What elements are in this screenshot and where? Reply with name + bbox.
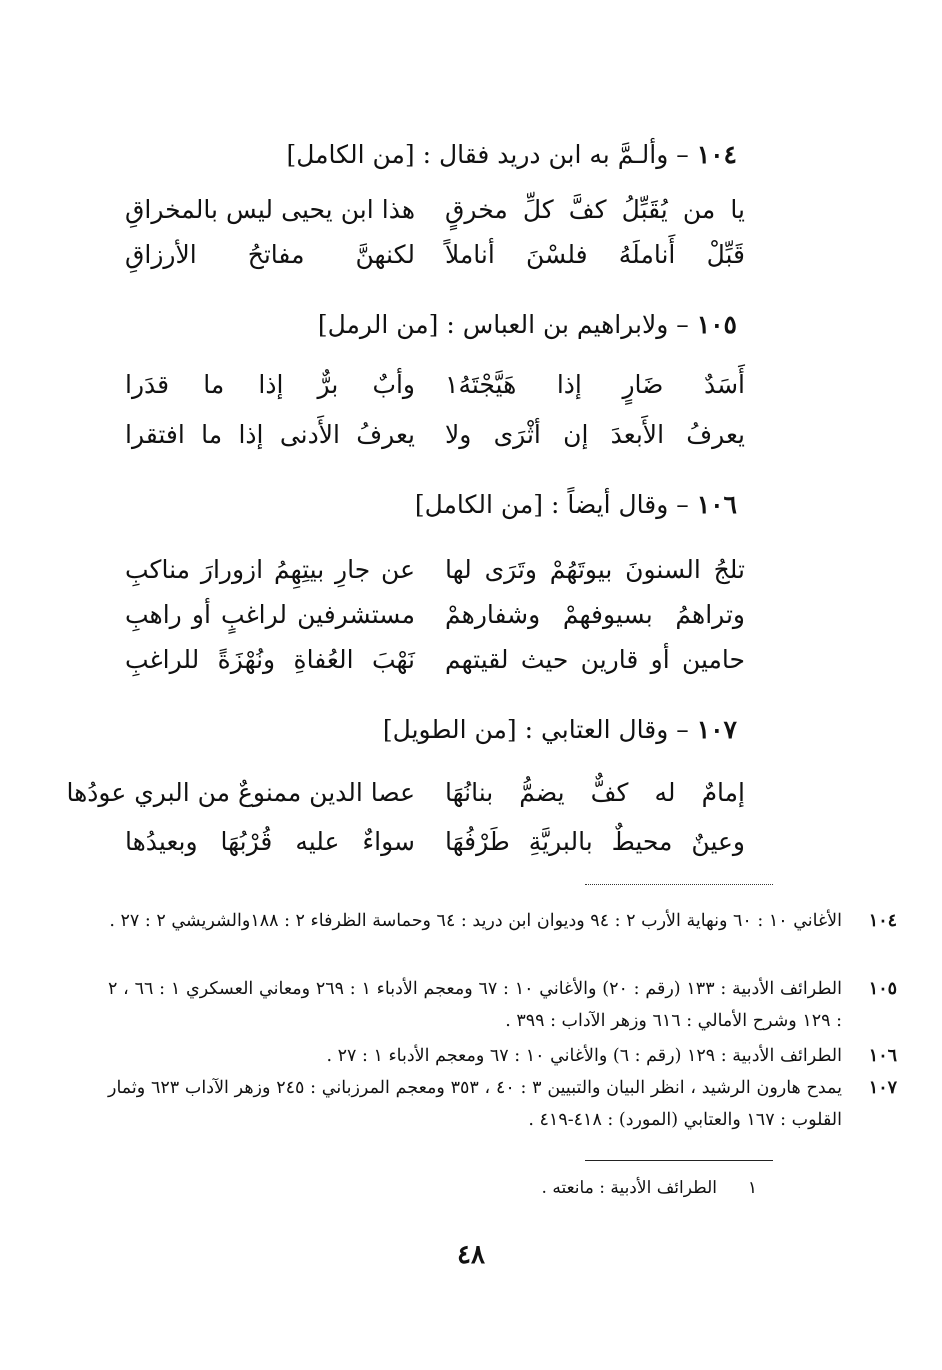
footnote <box>108 1072 897 1136</box>
footnote-number: ١٠٦ <box>868 1046 897 1066</box>
section-number: ١٠٤ <box>696 140 737 169</box>
second-hemistich: عصا الدين ممنوعٌ من البري عودُها <box>66 778 415 807</box>
section-heading <box>137 140 737 169</box>
first-hemistich: وتراهمُ بسيوفهمْ وشفارهمْ <box>445 600 745 629</box>
footnote-text: يمدح هارون الرشيد ، انظر البيان والتبيين ٣ : ٤٠ ، ٣٥٣ ومعجم المرزباني : ٢٤٥ وزهر الآداب ٦٢٣ وثمار القلوب : ١٦٧ والعتابي (المورد) : ٤١٨-٤١٩ . <box>108 1078 843 1130</box>
footnote <box>108 905 897 937</box>
section-number: ١٠٦ <box>696 490 737 519</box>
section-heading <box>137 490 737 519</box>
footnote-number: ١٠٧ <box>868 1078 897 1098</box>
section-intro: – وقال أيضاً : [من الكامل] <box>414 490 689 519</box>
first-hemistich: حامين أو قارين حيث لقيتهم <box>445 645 745 674</box>
section-heading <box>137 310 737 339</box>
section-intro: – ولابراهيم بن العباس : [من الرمل] <box>317 310 689 339</box>
footnote <box>108 973 897 1037</box>
second-hemistich: عن جارِ بيتِهِمُ ازورارَ مناكبِ <box>125 555 415 584</box>
first-hemistich: يعرفُ الأَبعدَ إن أثْرَى ولا <box>445 420 745 449</box>
margin-note-number: ١ <box>747 1178 757 1198</box>
first-hemistich: تلجُ السنونَ بيوتَهُمْ وتَرَى لها <box>445 555 745 584</box>
section-intro: – وقال العتابي : [من الطويل] <box>382 715 689 744</box>
section-heading <box>137 715 737 744</box>
footnote-rule <box>585 1160 773 1161</box>
footnote <box>108 1040 897 1072</box>
second-hemistich: مستشرفين لراغبٍ أو راهبِ <box>125 600 415 629</box>
section-number: ١٠٧ <box>696 715 737 744</box>
second-hemistich: هذا ابن يحيى ليس بالمخراقِ <box>125 195 415 224</box>
second-hemistich: نَهْبَ العُفاةِ ونُهْزَةً للراغبِ <box>125 645 415 674</box>
first-hemistich: يا من يُقَبِّلُ كفَّ كلِّ مخرقٍ <box>445 195 745 224</box>
page-number: ٤٨ <box>457 1240 485 1270</box>
first-hemistich: أَسَدٌ ضَارٍ إذا هَيَّجْتَهُ١ <box>445 370 745 399</box>
second-hemistich: سواءٌ عليه قُرْبُهَا وبعيدُها <box>125 827 415 856</box>
footnote-number: ١٠٤ <box>868 911 897 931</box>
footnote-number: ١٠٥ <box>868 979 897 999</box>
second-hemistich: يعرفُ الأَدنى إذا ما افتقرا <box>125 420 415 449</box>
footnote-text: الطرائف الأدبية : ١٢٩ (رقم : ٦) والأغاني ١٠ : ٦٧ ومعجم الأدباء ١ : ٢٧ . <box>326 1046 842 1066</box>
section-intro: – وألـمَّ به ابن دريد فقال : [من الكامل] <box>286 140 689 169</box>
first-hemistich: وعينٌ محيطٌ بالبريَّةِ طَرْفُهَا <box>445 827 745 856</box>
first-hemistich: قَبِّلْ أَناملَهُ فلسْنَ أناملاً <box>445 240 745 269</box>
section-number: ١٠٥ <box>696 310 737 339</box>
dotted-separator <box>585 884 773 885</box>
second-hemistich: وأبٌ برٌّ إذا ما قدَرا <box>125 370 415 399</box>
footnote-text: الأغاني ١٠ : ٦٠ ونهاية الأرب ٢ : ٩٤ وديوان ابن دريد : ٦٤ وحماسة الظرفاء ٢ : ١٨٨والشريشي ٢ : ٢٧ . <box>109 911 842 931</box>
footnote-text: الطرائف الأدبية : ١٣٣ (رقم : ٢٠) والأغاني ١٠ : ٦٧ ومعجم الأدباء ١ : ٢٦٩ ومعاني العسكري ١ : ٦٦ ، ٢ : ١٢٩ وشرح الأمالي : ٦١٦ وزهر الآداب : ٣٩٩ . <box>108 979 842 1031</box>
margin-note-text: الطرائف الأدبية : مانعته . <box>541 1178 717 1198</box>
first-hemistich: إمامٌ له كفٌّ يضمُّ بنانُهَا <box>445 778 745 807</box>
second-hemistich: لكنهنَّ مفاتحُ الأرزاقِ <box>125 240 415 269</box>
